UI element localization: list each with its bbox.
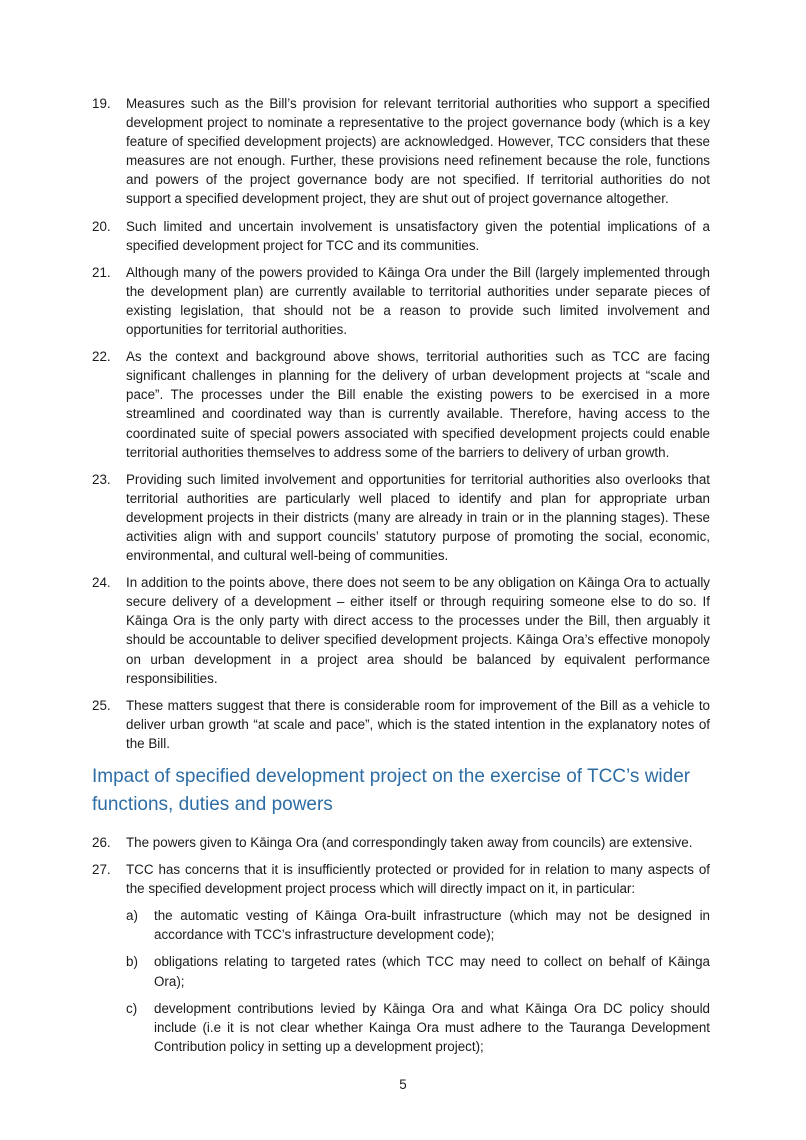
paragraph-24: [92, 573, 710, 688]
paragraph-19: [92, 94, 710, 209]
paragraph-number: 20.: [92, 218, 111, 234]
paragraph-20: [92, 217, 710, 255]
list-item-b: [126, 952, 710, 990]
paragraph-27: [92, 860, 710, 898]
list-item-letter: c): [126, 1000, 138, 1016]
list-item-text: obligations relating to targeted rates (which TCC may need to collect on behalf of Kāinga Ora);: [154, 954, 710, 989]
paragraph-text: Providing such limited involvement and opportunities for territorial authorities also overlooks that territorial authorities are particularly well placed to identify and plan for appropriate urban development projects in their districts (many are already in train or in the planning stages). These activities align with and support councils’ statutory purpose of promoting the social, economic, environmental, and cultural well-being of communities.: [126, 471, 710, 564]
list-item-c: [126, 999, 710, 1056]
paragraph-text: Measures such as the Bill’s provision for relevant territorial authorities who support a specified development project to nominate a representative to the project governance body (which is a key feature of specified development projects) are acknowledged. However, TCC considers that these measures are not enough. Further, these provisions need refinement because the role, functions and powers of the project governance body are not specified. If territorial authorities do not support a specified development project, they are shut out of project governance altogether.: [126, 96, 710, 207]
paragraph-text: TCC has concerns that it is insufficiently protected or provided for in relation to many aspects of the specified development project process which will directly impact on it, in particular:: [126, 862, 710, 897]
page-number: 5: [399, 1077, 407, 1092]
section-heading: Impact of specified development project on the exercise of TCC’s wider functions, duties and powers: [92, 766, 691, 815]
paragraph-text: The powers given to Kāinga Ora (and correspondingly taken away from councils) are extensive.: [126, 835, 693, 850]
list-item-a: [126, 906, 710, 944]
list-item-letter: b): [126, 954, 138, 970]
paragraph-26: [92, 833, 710, 852]
list-item-letter: a): [126, 908, 138, 924]
paragraph-text: Although many of the powers provided to Kāinga Ora under the Bill (largely implemented through the development plan) are currently available to territorial authorities under separate pieces of existing legislation, that should not be a reason to provide such limited involvement and opportunities for territorial authorities.: [126, 264, 710, 338]
paragraph-number: 25.: [92, 697, 111, 713]
list-item-text: development contributions levied by Kāinga Ora and what Kāinga Ora DC policy should include (i.e it is not clear whether Kainga Ora must adhere to the Tauranga Development Contribution policy in setting up a development project);: [154, 1000, 710, 1054]
paragraph-text: In addition to the points above, there does not seem to be any obligation on Kāinga Ora to actually secure delivery of a development – either itself or through requiring someone else to do so. If Kāinga Ora is the only party with direct access to the processes under the Bill, then arguably it should be accountable to deliver specified development projects. Kāinga Ora’s effective monopoly on urban development in a project area should be balanced by equivalent performance responsibilities.: [126, 575, 710, 686]
paragraph-number: 24.: [92, 575, 111, 591]
paragraph-number: 26.: [92, 835, 111, 850]
paragraph-25: [92, 696, 710, 753]
paragraph-number: 19.: [92, 96, 111, 111]
list-item-text: the automatic vesting of Kāinga Ora-built infrastructure (which may not be designed in accordance with TCC’s infrastructure development code);: [154, 908, 710, 943]
paragraph-text: Such limited and uncertain involvement is unsatisfactory given the potential implications of a specified development project for TCC and its communities.: [126, 218, 710, 253]
paragraph-number: 22.: [92, 349, 111, 365]
paragraph-number: 27.: [92, 862, 111, 878]
paragraph-text: These matters suggest that there is considerable room for improvement of the Bill as a vehicle to deliver urban growth “at scale and pace”, which is the stated intention in the explanatory notes of the Bill.: [126, 697, 710, 751]
paragraph-number: 23.: [92, 471, 111, 487]
page-content: [92, 94, 710, 1064]
paragraph-23: [92, 470, 710, 565]
paragraph-number: 21.: [92, 264, 111, 280]
paragraph-text: As the context and background above shows, territorial authorities such as TCC are facing significant challenges in planning for the delivery of urban development projects at “scale and pace”. The processes under the Bill enable the existing powers to be exercised in a more streamlined and coordinated way than is currently available. Therefore, having access to the coordinated suite of special powers associated with specified development projects could enable territorial authorities themselves to address some of the barriers to delivery of urban growth.: [126, 349, 710, 460]
paragraph-21: [92, 263, 710, 339]
paragraph-22: [92, 347, 710, 462]
